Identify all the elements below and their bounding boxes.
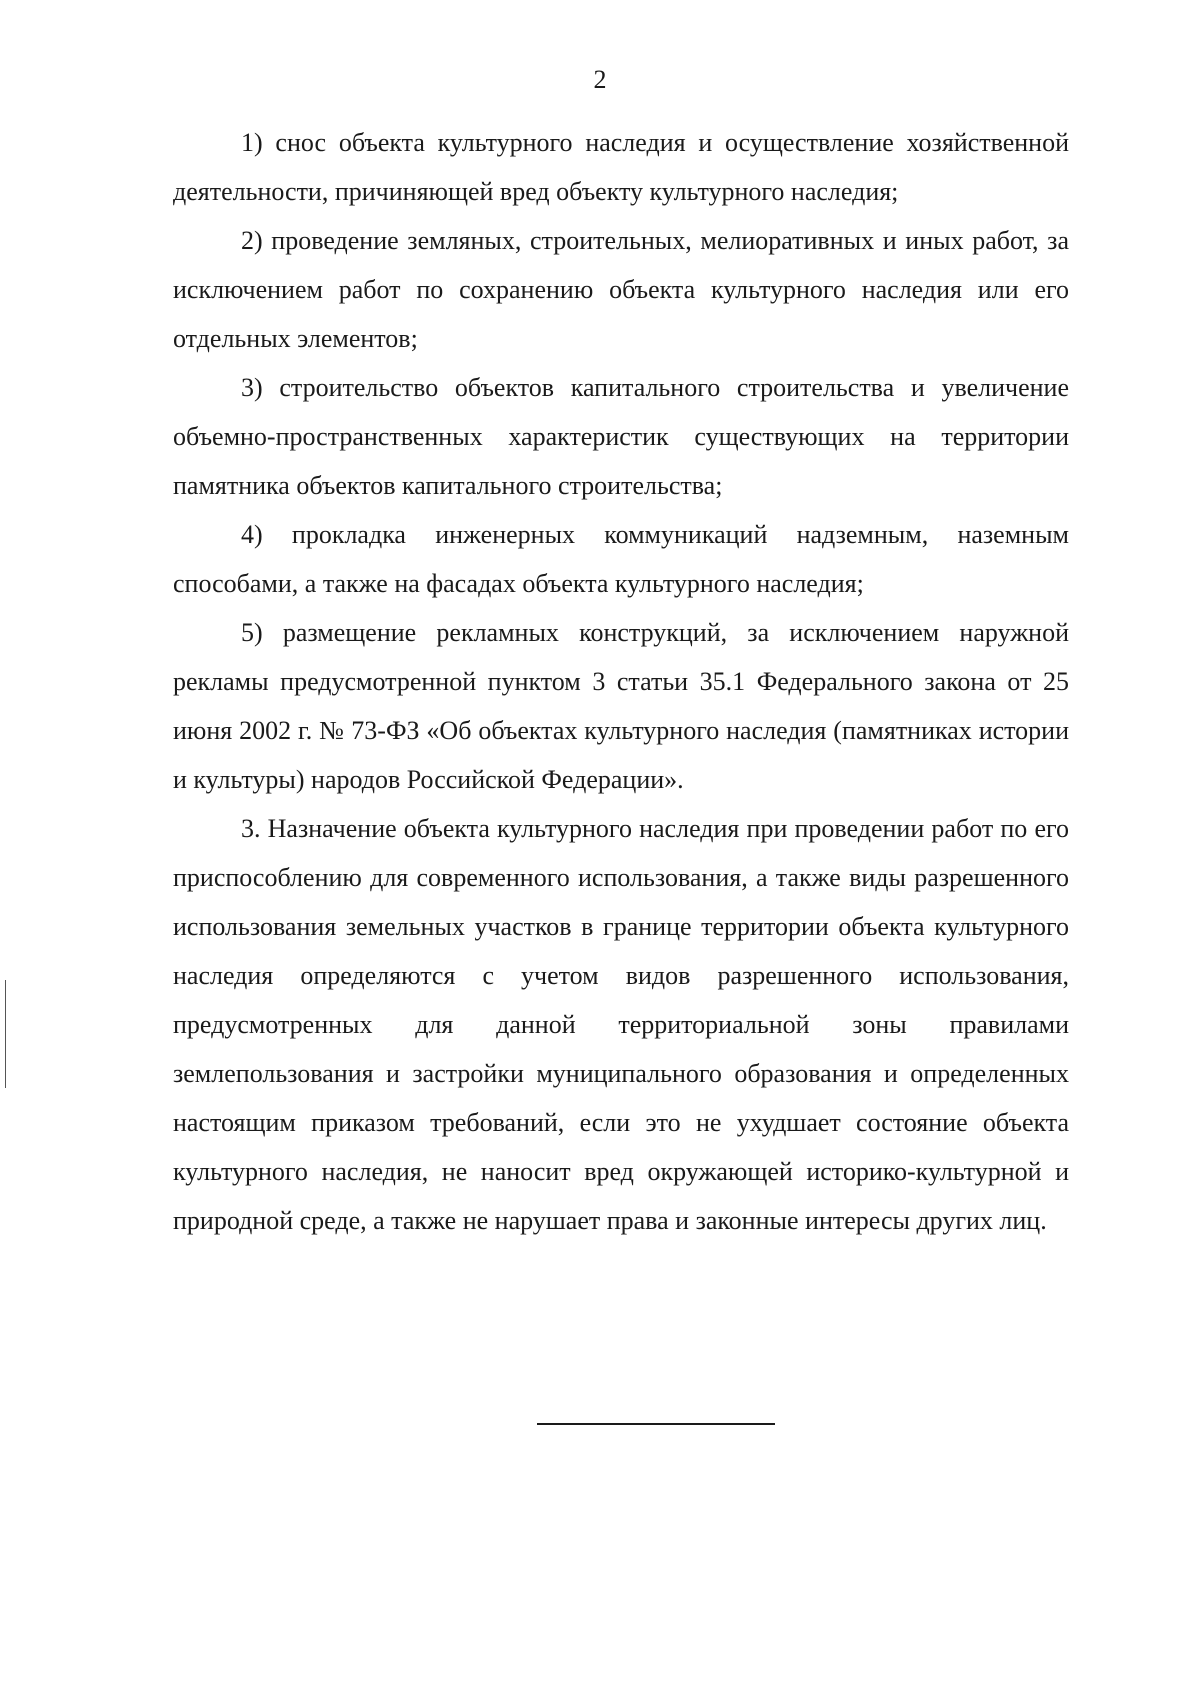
scan-margin-mark — [5, 980, 6, 1088]
paragraph-item-5: 5) размещение рекламных конструкций, за исключением наружной рекламы предусмотренной пунктом 3 статьи 35.1 Федерального закона от 25 июня 2002 г. № 73-ФЗ «Об объектах культурного наследия (памятниках истории и культуры) народов Российской Федерации». — [173, 618, 1069, 794]
paragraph-item-3: 3) строительство объектов капитального строительства и увеличение объемно-пространственных характеристик существующих на территории памятника объектов капитального строительства; — [173, 373, 1069, 500]
document-body — [173, 118, 1069, 1245]
page-number: 2 — [593, 65, 607, 94]
paragraph-item-1: 1) снос объекта культурного наследия и осуществление хозяйственной деятельности, причиняющей вред объекту культурного наследия; — [173, 128, 1069, 206]
paragraph-item-2: 2) проведение земляных, строительных, мелиоративных и иных работ, за исключением работ по сохранению объекта культурного наследия или его отдельных элементов; — [173, 226, 1069, 353]
paragraph-item-4: 4) прокладка инженерных коммуникаций надземным, наземным способами, а также на фасадах объекта культурного наследия; — [173, 520, 1069, 598]
end-separator-line — [537, 1423, 775, 1425]
paragraph-section-3: 3. Назначение объекта культурного наследия при проведении работ по его приспособлению для современного использования, а также виды разрешенного использования земельных участков в границе территории объекта культурного наследия определяются с учетом видов разрешенного использования, предусмотренных для данной территориальной зоны правилами землепользования и застройки муниципального образования и определенных настоящим приказом требований, если это не ухудшает состояние объекта культурного наследия, не наносит вред окружающей историко-культурной и природной среде, а также не нарушает права и законные интересы других лиц. — [173, 814, 1069, 1235]
